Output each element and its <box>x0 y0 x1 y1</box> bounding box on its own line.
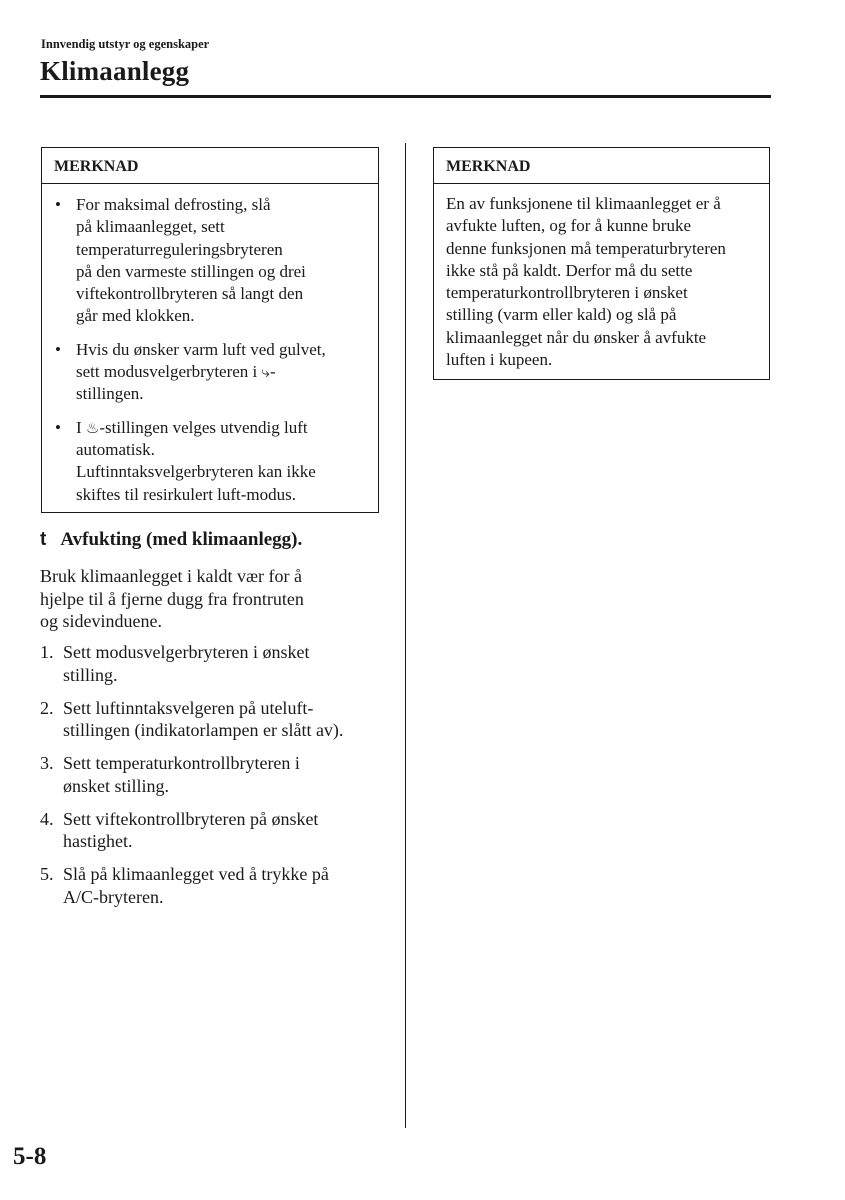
text-line: på den varmeste stillingen og drei <box>76 261 306 281</box>
text-line: Sett viftekontrollbryteren på ønsket <box>63 808 319 829</box>
step-number: 3. <box>40 753 54 773</box>
note-label: MERKNAD <box>42 148 378 184</box>
bullet: • <box>55 195 61 214</box>
text-line: Bruk klimaanlegget i kaldt vær for å <box>40 566 302 586</box>
note-box-right <box>433 147 770 380</box>
text-line: Sett temperaturkontrollbryteren i <box>63 753 300 773</box>
title-rule <box>40 95 771 98</box>
intro-paragraph <box>40 565 380 633</box>
text-line: En av funksjonene til klimaanlegget er å <box>446 194 721 213</box>
text-line: automatisk. <box>76 439 155 459</box>
text-line: I <box>76 417 86 437</box>
text-line: skiftes til resirkulert luft-modus. <box>76 484 297 504</box>
text-line: Luftinntaksvelgerbryteren kan ikke <box>76 462 316 482</box>
step-item <box>40 863 390 908</box>
text-line: hjelpe til å fjerne dugg fra frontruten <box>40 588 304 609</box>
text-line: avfukte luften, og for å kunne bruke <box>446 216 691 236</box>
section-label: Innvendig utstyr og egenskaper <box>41 37 210 51</box>
text-line: Sett modusvelgerbryteren i ønsket <box>63 642 310 662</box>
note-item <box>54 417 368 506</box>
note-body <box>434 184 769 371</box>
page-number: 5-8 <box>13 1143 47 1170</box>
section-title: Avfukting (med klimaanlegg). <box>60 529 303 550</box>
text-line: luften i kupeen. <box>446 350 553 370</box>
step-item <box>40 808 390 853</box>
step-list <box>40 641 390 919</box>
text-line: temperaturkontrollbryteren i ønsket <box>446 283 688 303</box>
text-line: ikke stå på kaldt. Derfor må du sette <box>446 260 693 280</box>
text-line: Slå på klimaanlegget ved å trykke på <box>63 864 329 884</box>
text-line: - <box>269 362 276 382</box>
text-line: stillingen (indikatorlampen er slått av). <box>63 720 344 740</box>
step-item <box>40 697 390 742</box>
note-label: MERKNAD <box>434 148 769 184</box>
text-line: hastighet. <box>63 831 133 851</box>
text-line: stilling (varm eller kald) og slå på <box>446 305 677 325</box>
step-number: 5. <box>40 864 54 884</box>
text-line: stillingen. <box>76 384 144 404</box>
text-line: sett modusvelgerbryteren i <box>76 362 262 382</box>
step-number: 2. <box>40 697 54 718</box>
text-line: For maksimal defrosting, slå <box>76 195 271 214</box>
defrost-mode-icon: ♨ <box>85 418 100 437</box>
section-heading <box>40 529 302 551</box>
text-line: temperaturreguleringsbryteren <box>76 239 283 259</box>
text-line: går med klokken. <box>76 306 195 326</box>
bullet: • <box>55 339 61 359</box>
text-line: viftekontrollbryteren så langt den <box>76 284 304 304</box>
page-title: Klimaanlegg <box>40 56 190 86</box>
text-line: og sidevinduene. <box>40 611 162 631</box>
note-item <box>54 194 368 328</box>
note-box-left <box>41 147 379 513</box>
text-line: -stillingen velges utvendig luft <box>99 417 308 437</box>
text-line: A/C-bryteren. <box>63 886 164 907</box>
step-item <box>40 752 390 797</box>
floor-defrost-mode-icon: ⤷ <box>261 363 270 382</box>
note-item <box>54 339 368 406</box>
text-line: Hvis du ønsker varm luft ved gulvet, <box>76 339 326 359</box>
step-number: 4. <box>40 808 54 829</box>
text-line: stilling. <box>63 664 118 685</box>
note-list <box>42 184 378 506</box>
column-divider <box>405 143 406 1128</box>
step-item <box>40 641 390 686</box>
text-line: ønsket stilling. <box>63 775 170 796</box>
step-number: 1. <box>40 642 54 662</box>
section-marker: t <box>40 529 47 550</box>
text-line: Sett luftinntaksvelgeren på uteluft- <box>63 697 314 718</box>
text-line: denne funksjonen må temperaturbryteren <box>446 238 726 258</box>
bullet: • <box>55 417 61 437</box>
text-line: klimaanlegget når du ønsker å avfukte <box>446 327 707 347</box>
text-line: på klimaanlegget, sett <box>76 217 225 237</box>
